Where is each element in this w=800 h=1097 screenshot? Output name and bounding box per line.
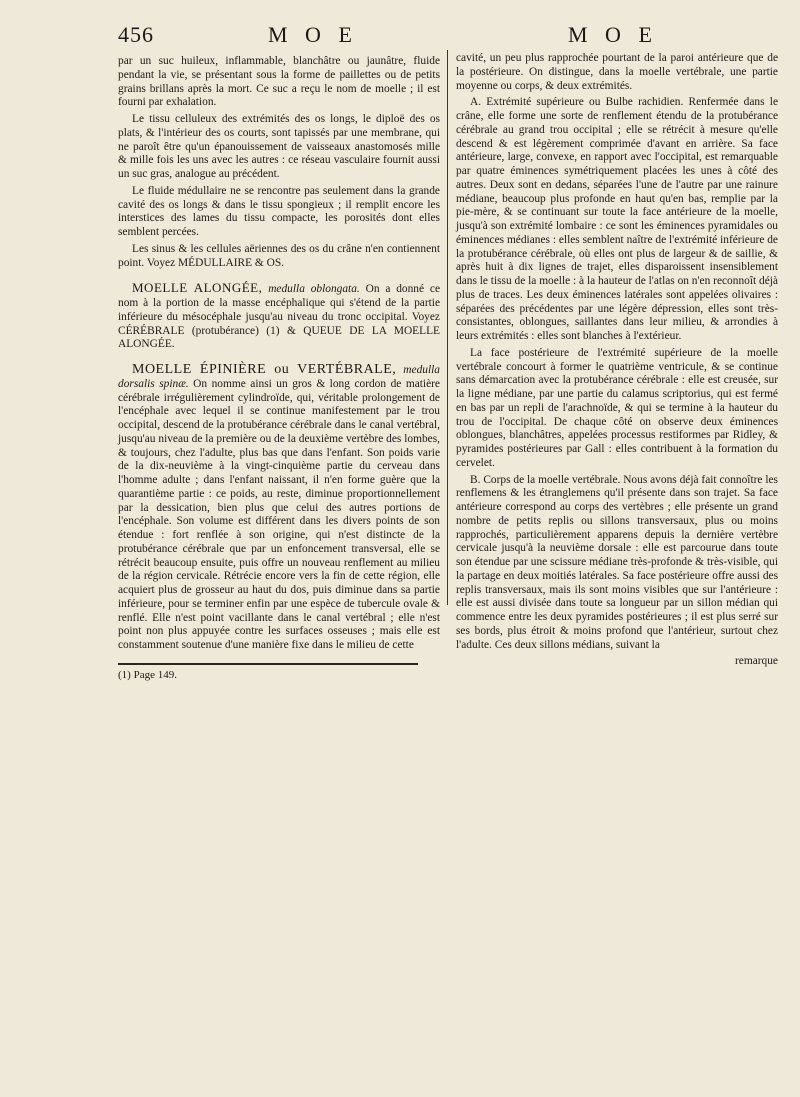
running-header bbox=[118, 22, 696, 52]
latin-term: medulla oblongata. bbox=[268, 283, 360, 296]
footnote: (1) Page 149. bbox=[118, 668, 177, 681]
entry-moelle-epiniere bbox=[118, 363, 440, 653]
paragraph: cavité, un peu plus rapprochée pourtant de la paroi antérieure que de la postérieure. On distingue, dans la moelle vertébrale, une partie moyenne ou corps, & deux extrémités. bbox=[456, 52, 778, 92]
page-number: 456 bbox=[118, 22, 154, 47]
footnote-rule bbox=[118, 663, 418, 665]
paragraph: Le tissu celluleux des extrémités des os longs, le diploë des os plats, & l'intérieur des os courts, sont tapissés par une membrane, qui ne paroît être qu'un épanouissement de vaisseaux anastomosés mille & mille fois les uns avec les autres : ce réseau vasculaire fournit aussi un suc gras, analogue au précédent. bbox=[118, 113, 440, 180]
paragraph: par un suc huileux, inflammable, blanchâtre ou jaunâtre, fluide pendant la vie, se présentant sous la forme de paillettes ou de petits grains brillans après la mort. Ce suc a reçu le nom de moelle ; il est fourni par exhalation. bbox=[118, 55, 440, 109]
entry-body: On a donné ce nom à la portion de la masse encéphalique qui s'étend de la partie inférieure du mésocéphale jusqu'au niveau du tronc occipital. Voyez CÉRÉBRALE (protubérance) (1) & QUEUE DE LA MOELLE ALONGÉE. bbox=[118, 283, 440, 351]
entry-heading: MOELLE ÉPINIÈRE ou VERTÉBRALE, bbox=[132, 362, 397, 377]
paragraph: Le fluide médullaire ne se rencontre pas seulement dans la grande cavité des os longs & dans le tissu spongieux ; il remplit encore les interstices des lames du tissu compacte, les porosités dont elles semblent percées. bbox=[118, 184, 440, 238]
paragraph: B. Corps de la moelle vertébrale. Nous avons déjà fait connoître les renflemens & les étranglemens qu'il présente dans son trajet. Sa face antérieure correspond au corps des vertèbres ; elle présente un grand nombre de petits replis ou sillons transversaux, plus ou moins rapprochés, particulièrement apparens depuis la dernière vertèbre cervicale jusqu'à la neuvième dorsale : elle est parcourue dans toute son étendue par une scissure médiane très-profonde & très-visible, qui la partage en deux moitiés latérales. Sa face postérieure offre aussi des replis transversaux, mais ils sont moins visibles que sur l'antérieure : elle est aussi divisée dans toute sa longueur par un sillon médian qui commence entre les deux pyramides postérieures ; il est plus serré sur ses bords, plus étroit & moins profond que l'antérieur, surtout chez l'adulte. Ces deux sillons médians, suivant la bbox=[456, 473, 778, 651]
paragraph: La face postérieure de l'extrémité supérieure de la moelle vertébrale concourt à former le quatrième ventricule, & se continue sans démarcation avec la protubérance cérébrale : elle est creusée, sur la ligne médiane, par une partie du calamus scriptorius, qui est fermé en bas par un repli de l'arachnoïde, & qui se termine à la hauteur du trou de l'occipital. De chaque côté on observe deux éminences oblongues, blanchâtres, appelées processus restiformes par Ridley, & pyramides postérieures par Gall : elles contribuent à la formation du cervelet. bbox=[456, 346, 778, 469]
latin-term: medulla dorsalis spinæ. bbox=[118, 364, 440, 390]
entry-body: On nomme ainsi un gros & long cordon de matière cérébrale irrégulièrement cylindroïde, qui, véritable prolongement de l'encéphale avec lequel il se continue manifestement par le trou occipital, descend de la protubérance cérébrale dans le canal vertébral, jusqu'au niveau de la première ou de la deuxième vertèbre des lombes, & toujours, chez l'adulte, plus bas que dans l'enfant. Son poids varie de la dix-neuvième à la vingt-cinquième partie du cerveau dans l'homme adulte ; dans l'enfant naissant, il n'en forme guère que la quarantième partie : ce poids, au reste, diminue proportionnellement par la dessication, bien plus que celui des autres portions de l'encéphale. Son volume est différent dans les divers points de son étendue : fort renflée à son origine, qui n'est distincte de la protubérance cérébrale que par un enfoncement transversal, elle se rétrécit beaucoup ensuite, puis offre un nouveau renflement au milieu de la région cervicale. Rétrécie encore vers la fin de cette région, elle acquiert plus de grosseur au haut du dos, puis diminue dans sa partie inférieure, pour se terminer enfin par une espèce de tubercule ovale & renflé. Elle n'est point vacillante dans le canal vertébral ; elle n'est point non plus appuyée contre les surfaces osseuses ; mais elle est constamment soutenue d'une manière fixe dans le milieu de cette bbox=[118, 377, 440, 651]
right-column bbox=[456, 52, 778, 672]
entry-moelle-alongee bbox=[118, 281, 440, 352]
entry-heading: MOELLE ALONGÉE, bbox=[132, 280, 263, 296]
header-word-left: M O E bbox=[268, 22, 358, 47]
header-word-right: M O E bbox=[568, 22, 658, 47]
catchword: remarque bbox=[734, 655, 778, 668]
left-column bbox=[118, 55, 440, 686]
paragraph: Les sinus & les cellules aëriennes des os du crâne n'en contiennent point. Voyez MÉDULLAIRE & OS. bbox=[118, 242, 440, 269]
column-divider bbox=[447, 50, 448, 605]
paragraph: A. Extrémité supérieure ou Bulbe rachidien. Renfermée dans le crâne, elle forme une sorte de renflement étendu de la protubérance cérébrale au grand trou occipital ; elle se rétrécit à mesure qu'elle descend & est légèrement comprimée d'avant en arrière. Sa face antérieure, large, convexe, en rapport avec l'occipital, est remarquable par quatre éminences symétriquement placées les unes à côté des autres. Deux sont en dedans, séparées l'une de l'autre par une rainure médiane, beaucoup plus profonde en haut qu'en bas, remplie par la pie-mère, & se continuant sur toute la face antérieure de la moelle, jusqu'à son extrémité lombaire : ce sont les éminences pyramidales ou éminences médianes : elles semblent naître de l'extrémité inférieure de la protubérance cérébrale, où elles ont plus de largeur & de saillie, & après huit à dix lignes de trajet, elles disparoissent insensiblement dans le tissu de la moelle : à la hauteur de l'atlas on n'en reconnoît déjà plus de traces. Les deux éminences latérales sont appelées olivaires : séparées des précédentes par une légère dépression, elles sont très-consistantes, oblongues, saillantes dans leur milieu, & arrondies à leurs extrémités : elles sont blanches à l'extérieur. bbox=[456, 96, 778, 342]
